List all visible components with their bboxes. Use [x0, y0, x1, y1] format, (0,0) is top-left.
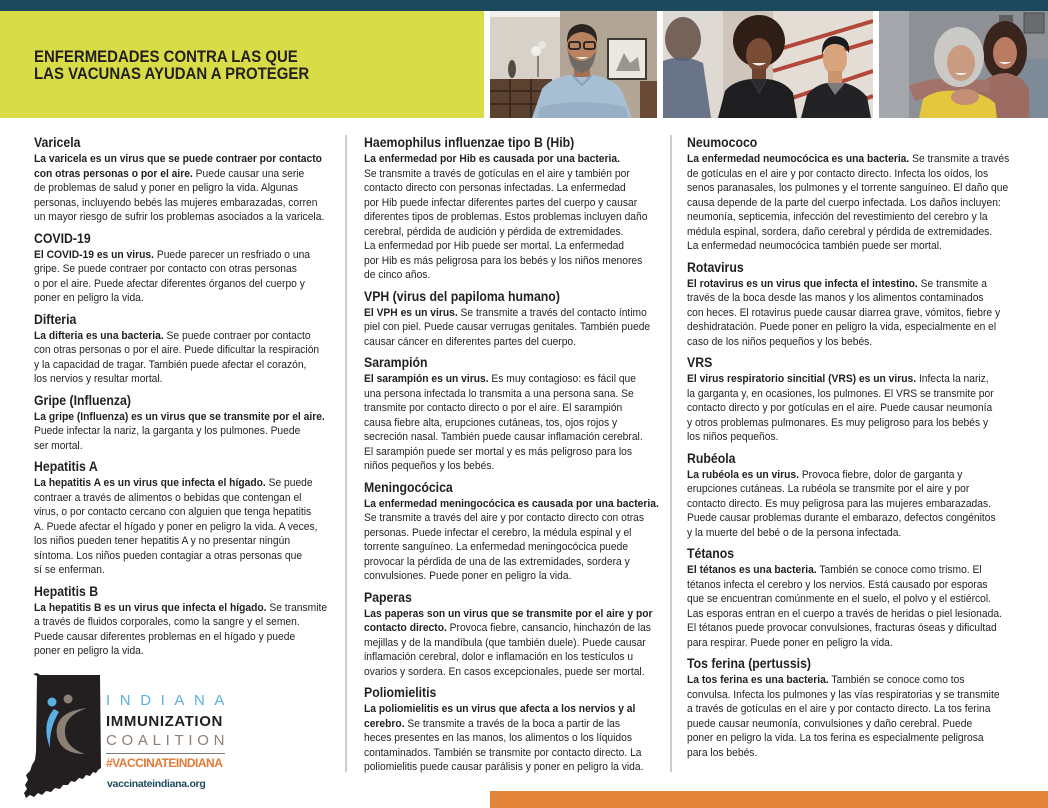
disease-description	[364, 607, 692, 680]
disease-description	[34, 152, 362, 225]
disease-lead: El VPH es un virus.	[364, 306, 458, 319]
photo-two-women-hugging	[879, 11, 1048, 118]
disease-lead: La enfermedad meningocócica es causada por una bacteria.	[364, 497, 659, 510]
disease-description	[364, 372, 692, 474]
disease-description	[364, 702, 692, 775]
disease-name: Gripe (Influenza)	[34, 392, 131, 408]
disease-description	[364, 152, 692, 283]
logo-divider	[106, 753, 225, 754]
disease-name: Tos ferina (pertussis)	[687, 656, 812, 671]
disease-description	[687, 372, 1015, 445]
disease-description	[687, 673, 1015, 760]
disease-name: VRS	[687, 355, 713, 370]
disease-description	[364, 497, 692, 584]
logo-coalition: COALITION	[106, 732, 230, 749]
website-link[interactable]: vaccinateindiana.org	[107, 778, 206, 790]
disease-description	[364, 306, 692, 350]
disease-description	[687, 563, 1015, 650]
disease-detail: Infecta la nariz, la garganta y, en ocasiones, los pulmones. El VRS se transmite por contacto directo y por gotículas en el aire. Puede causar neumonía y otros problemas pulmonares. Es muy peligroso para los bebés y los niños pequeños.	[687, 373, 994, 443]
disease-lead: La tos ferina es una bacteria.	[687, 674, 829, 686]
disease-vph	[364, 288, 692, 350]
photo-smiling-man	[490, 11, 657, 118]
footer-accent-bar	[490, 791, 1048, 808]
disease-rubeola	[687, 450, 1015, 541]
disease-description	[34, 329, 362, 387]
disease-description	[687, 468, 1015, 541]
disease-paperas	[364, 589, 692, 680]
disease-lead: La hepatitis B es un virus que infecta el hígado.	[34, 601, 267, 614]
disease-vrs	[687, 354, 1015, 445]
indiana-state-logo-icon	[23, 672, 103, 802]
disease-covid-19	[34, 230, 362, 306]
disease-name: Paperas	[364, 589, 412, 605]
disease-detail: Puede parecer un resfriado o una gripe. Se puede contraer por contacto con otras personas o por el aire. Puede afectar diferentes órganos del cuerpo y poner en peligro la vida.	[34, 248, 311, 304]
disease-name: Rotavirus	[687, 259, 744, 275]
disease-lead: La rubéola es un virus.	[687, 468, 799, 481]
column-2	[364, 134, 692, 775]
disease-lead: El tétanos es una bacteria.	[687, 564, 817, 576]
disease-detail: Se transmite a través de fluidos corporales, como la sangre y el semen. Puede causar diferentes problemas en el hígado y puede poner en peligro la vida.	[34, 601, 328, 657]
disease-detail: Se transmite a través de gotículas en el aire y también por contacto directo con personas infectadas. La enfermedad por Hib puede infectar diferentes partes del cuerpo y causar diferentes tipos de problemas. Estos problemas incluyen daño cerebral, pérdida de audición y pérdida de extremidades. La enfermedad por Hib puede ser mortal. La enfermedad por Hib es más peligrosa para los bebés y los niños menores de cinco años.	[364, 167, 648, 281]
disease-lead: El COVID-19 es un virus.	[34, 248, 154, 261]
disease-detail: Se transmite a través de la boca desde las manos y los alimentos contaminados con heces. El rotavirus puede causar diarrea grave, vómitos, fiebre y deshidratación. Puede poner en peligro la vida, especialmente en el caso de los niños pequeños y los bebés.	[687, 277, 1001, 348]
disease-lead: La gripe (Influenza) es un virus que se transmite por el aire.	[34, 410, 325, 423]
disease-neumococo	[687, 134, 1015, 254]
disease-hepatitis-a	[34, 458, 362, 578]
disease-lead: La poliomielitis es un virus que afecta a los nervios y al cerebro.	[364, 703, 636, 730]
disease-name: Varicela	[34, 135, 81, 150]
disease-lead: El rotavirus es un virus que infecta el intestino.	[687, 277, 918, 290]
disease-detail: Puede causar una serie de problemas de salud y poner en peligro la vida. Algunas personas, incluyendo bebés las mujeres embarazadas, corren un mayor riesgo de sufrir los problemas asociados a la varicela.	[34, 167, 325, 223]
disease-name: COVID-19	[34, 230, 91, 246]
disease-hepatitis-b	[34, 583, 362, 659]
disease-lead: El virus respiratorio sincitial (VRS) es un virus.	[687, 373, 917, 385]
disease-name: Rubéola	[687, 450, 736, 466]
disease-name: Hepatitis A	[34, 459, 98, 474]
disease-name: Meningocócica	[364, 479, 453, 495]
disease-tetanos	[687, 545, 1015, 650]
disease-description	[34, 248, 362, 306]
logo-immunization: IMMUNIZATION	[106, 713, 223, 730]
disease-difteria	[34, 311, 362, 387]
disease-hib	[364, 134, 692, 283]
disease-description	[34, 601, 362, 659]
disease-detail: Se transmite a través del aire y por contacto directo con otras personas. Puede infectar el cerebro, la médula espinal y el torrente sanguíneo. La enfermedad meningocócica puede provocar la pérdida de una de las extremidades, sordera y convulsiones. Puede poner en peligro la vida.	[364, 512, 644, 582]
disease-description	[687, 152, 1015, 254]
disease-sarampion	[364, 354, 692, 474]
disease-detail: También se conoce como trismo. El tétanos infecta el cerebro y los nervios. Está causado por esporas que se encuentran comúnmente en el suelo, el polvo y el estiércol. Las esporas entran en el cuerpo a través de heridas o piel lesionada. El tétanos puede provocar convulsiones, fracturas óseas y dificultad para respirar. Puede poner en peligro la vida.	[687, 564, 1002, 649]
disease-detail: Puede infectar la nariz, la garganta y los pulmones. Puede ser mortal.	[34, 425, 301, 452]
disease-name: Sarampión	[364, 355, 428, 370]
photo-two-young-people	[663, 11, 873, 118]
disease-detail: Se transmite a través de la boca a partir de las heces presentes en las manos, los alimentos o los líquidos contaminados. También se transmite por contacto directo. La poliomielitis puede causar parálisis y poner en peligro la vida.	[364, 717, 644, 773]
disease-varicela	[34, 134, 362, 225]
disease-detail: Provoca fiebre, cansancio, hinchazón de las mejillas y de la mandíbula (que también duele). Puede causar inflamación cerebral, dolor e inflamación en los testículos u ovarios y sordera. En casos excepcionales, puede ser mortal.	[364, 622, 651, 678]
disease-detail: Provoca fiebre, dolor de garganta y erupciones cutáneas. La rubéola se transmite por el aire y por contacto directo. Es muy peligrosa para las mujeres embarazadas. Puede causar problemas durante el embarazo, defectos congénitos y la muerte del bebé o de la persona infectada.	[687, 468, 996, 539]
disease-description	[34, 476, 362, 578]
disease-gripe	[34, 392, 362, 454]
column-1	[34, 134, 362, 659]
disease-lead: La hepatitis A es un virus que infecta el hígado.	[34, 477, 266, 489]
disease-detail: Se transmite a través de gotículas en el aire y por contacto directo. Infecta los oídos, los senos paranasales, los pulmones y el torrente sanguíneo. El daño que causa depende de la parte del cuerpo infectada. Los daños incluyen: neumonía, septicemia, infección del revestimiento del cerebro y la médula espinal, sordera, daño cerebral y pérdida de extremidades. La enfermedad neumocócica también puede ser mortal.	[687, 153, 1010, 252]
disease-detail: Se puede contraer a través de alimentos o bebidas que contengan el virus, o por contacto cercano con alguien que tenga hepatitis A. Puede afectar el hígado y poner en peligro la vida. A veces, los niños pueden tener hepatitis A y no presentar ningún síntoma. Los niños pueden contagiar a otras personas que sí se enferman.	[34, 477, 318, 576]
top-band	[0, 0, 1048, 11]
disease-detail: Se transmite a través del contacto íntimo piel con piel. Puede causar verrugas genitales. También puede causar cáncer en diferentes partes del cuerpo.	[364, 306, 651, 348]
disease-rotavirus	[687, 259, 1015, 350]
disease-lead: La enfermedad por Hib es causada por una bacteria.	[364, 153, 620, 165]
disease-name: Neumococo	[687, 135, 758, 150]
disease-name: VPH (virus del papiloma humano)	[364, 288, 560, 304]
disease-lead: La enfermedad neumocócica es una bacteria.	[687, 153, 910, 165]
disease-tos-ferina	[687, 655, 1015, 760]
disease-detail: Es muy contagioso: es fácil que una persona infectada lo transmita a una persona sana. Se transmite por contacto directo o por el aire. El sarampión causa fiebre alta, erupciones cutáneas, tos, ojos rojos y secreción nasal. También puede causar inflamación cerebral. El sarampión puede ser mortal y es más peligroso para los niños pequeños y los bebés.	[364, 373, 643, 472]
disease-lead: La difteria es una bacteria.	[34, 329, 164, 342]
disease-poliomielitis	[364, 684, 692, 775]
disease-detail: También se conoce como tos convulsa. Infecta los pulmones y las vías respiratorias y se transmite a través de gotículas en el aire y por contacto directo. La tos ferina puede causar neumonía, convulsiones y daño cerebral. Puede poner en peligro la vida. La tos ferina es especialmente peligrosa para los bebés.	[687, 674, 1000, 759]
column-3	[687, 134, 1015, 760]
logo-hashtag: #VACCINATEINDIANA	[106, 756, 223, 770]
disease-lead: Las paperas son un virus que se transmite por el aire y por contacto directo.	[364, 607, 653, 634]
disease-meningococica	[364, 479, 692, 584]
disease-lead: El sarampión es un virus.	[364, 373, 489, 385]
logo-indiana: INDIANA	[106, 692, 235, 709]
disease-description	[687, 277, 1015, 350]
disease-name: Haemophilus influenzae tipo B (Hib)	[364, 135, 575, 150]
disease-name: Hepatitis B	[34, 583, 99, 599]
page-title: ENFERMEDADES CONTRA LAS QUE LAS VACUNAS AYUDAN A PROTEGER	[34, 47, 310, 83]
disease-detail: Se puede contraer por contacto con otras personas o por el aire. Puede dificultar la respiración y la capacidad de tragar. También puede afectar el corazón, los nervios y resultar mortal.	[34, 329, 320, 385]
disease-lead: La varicela es un virus que se puede contraer por contacto con otras personas o por el aire.	[34, 153, 322, 180]
disease-description	[34, 410, 362, 454]
disease-name: Difteria	[34, 311, 77, 327]
disease-name: Poliomielitis	[364, 685, 437, 700]
disease-name: Tétanos	[687, 546, 735, 561]
